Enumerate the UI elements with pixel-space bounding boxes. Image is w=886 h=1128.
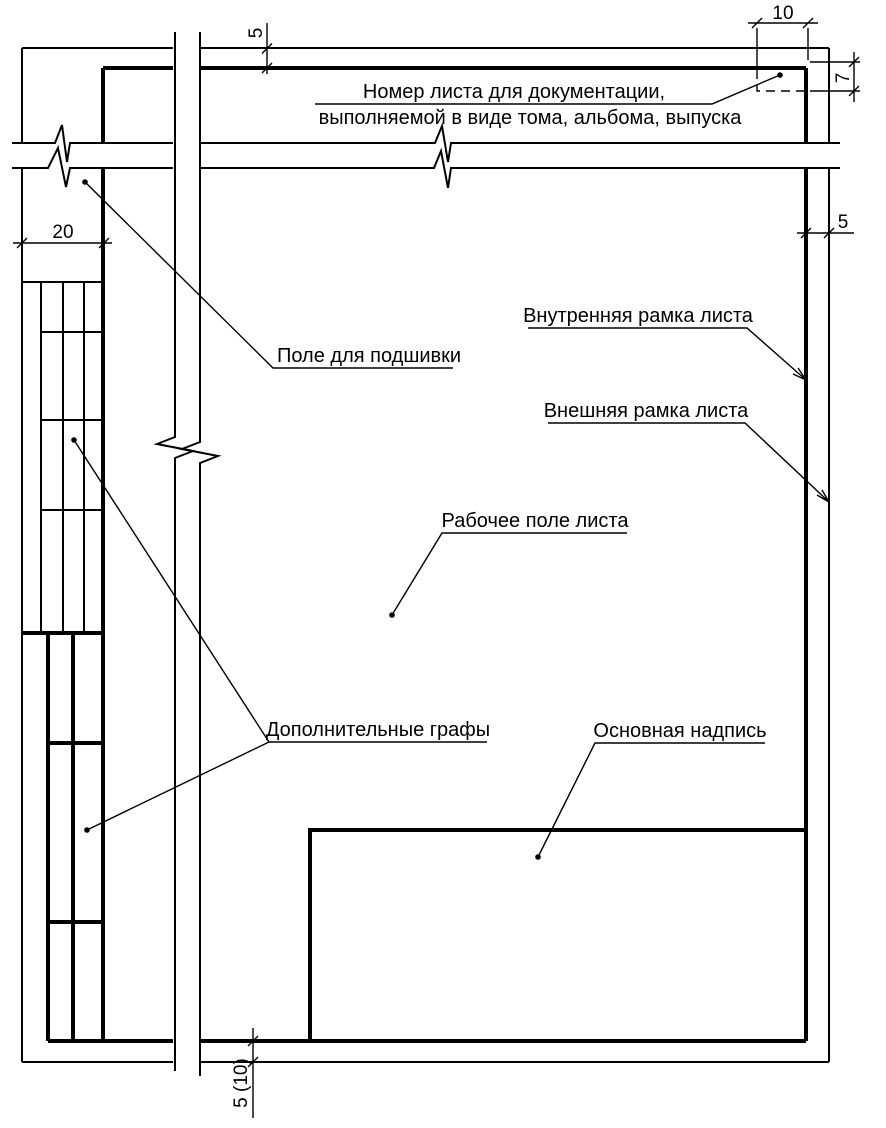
working-area-leader-dot: [389, 612, 395, 618]
title-block-leader: [538, 743, 765, 857]
working-area-label: Рабочее поле листа: [441, 510, 629, 532]
additional-columns-lower-table: [48, 633, 104, 1041]
sheet-number-note-line1: Номер листа для документации,: [362, 81, 666, 103]
additional-columns-leaders: [74, 440, 487, 830]
vertical-break-line-right: [182, 32, 218, 1076]
filing-margin-leader: [85, 182, 453, 368]
dimension-7-label: 7: [833, 72, 854, 84]
outer-sheet-frame: [22, 48, 829, 1062]
sheet-number-note-line2: выполняемой в виде тома, альбома, выпуска: [318, 107, 742, 129]
outer-frame-label: Внешняя рамка листа: [543, 400, 749, 422]
additional-columns-leader-dot-upper: [71, 437, 77, 443]
additional-columns-leader-dot-lower: [84, 827, 90, 833]
filing-margin-label: Поле для подшивки: [277, 345, 462, 367]
title-block-label: Основная надпись: [593, 720, 767, 742]
title-block-leader-dot: [535, 854, 541, 860]
inner-frame-leader: [528, 328, 806, 380]
filing-margin-leader-dot: [82, 179, 88, 185]
additional-columns-label: Дополнительные графы: [265, 719, 491, 741]
inner-frame-label: Внутренняя рамка листа: [523, 305, 753, 327]
title-block-box: [310, 830, 806, 1041]
dimension-5-10-label: 5 (10): [231, 1058, 252, 1108]
horizontal-break-line-top: [12, 125, 840, 162]
dimension-5-right-label: 5: [837, 212, 849, 233]
working-area-leader: [392, 533, 627, 615]
dimension-10-label: 10: [772, 3, 794, 24]
outer-frame-leader: [548, 423, 829, 502]
horizontal-break-line-bottom: [12, 148, 840, 188]
dimension-5-top-label: 5: [246, 27, 267, 39]
additional-columns-upper-table: [22, 282, 104, 633]
dimension-20-label: 20: [52, 222, 74, 243]
dimension-10-lines: [748, 18, 818, 68]
vertical-break-line-left: [157, 32, 193, 1071]
inner-sheet-frame: [48, 68, 806, 1041]
sheet-number-note-leader-dot: [777, 72, 783, 78]
